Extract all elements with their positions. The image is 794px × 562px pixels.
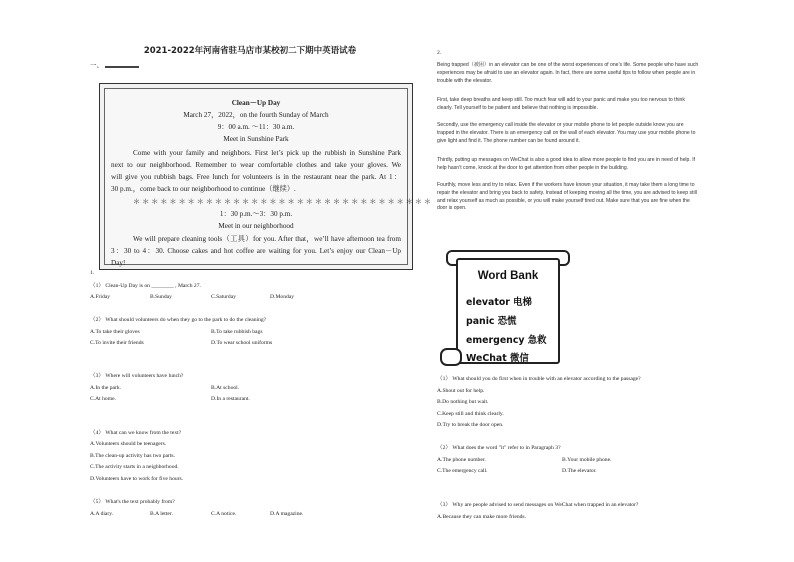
question-stem: （5） What's the text probably from?	[90, 499, 175, 505]
option-a[interactable]: A.To take their gloves	[90, 329, 140, 335]
option-c[interactable]: C.To invite their friends	[90, 340, 144, 346]
section-label: 一、	[90, 61, 103, 69]
notice-title: Clean－Up Day	[231, 99, 281, 107]
question-stem: （1） Clean-Up Day is on ________ , March 27.	[90, 283, 201, 289]
question-stem: （2） What should volunteers do when they go to the park to do the cleaning?	[90, 317, 267, 323]
question-number: 2.	[437, 50, 442, 56]
notice-body-line: Come with your family and neighbors. First let’s pick up the rubbish in Sunshine Park	[133, 149, 401, 157]
section-scribble	[105, 62, 139, 68]
option-d[interactable]: D.Volunteers have to work for five hours.	[90, 476, 184, 482]
passage-line: clearly. Tell yourself to be patient and believe that nothing is impossible.	[437, 104, 598, 111]
option-d[interactable]: D.A magazine.	[270, 511, 304, 517]
passage-line: trouble with the elevator.	[437, 77, 493, 84]
option-d[interactable]: D.To wear school uniforms	[211, 340, 273, 346]
option-a[interactable]: A.Shout out for help.	[437, 388, 485, 394]
notice-place2: Meet in our neighborhood	[218, 222, 294, 230]
option-a[interactable]: A.Because they can make more friends.	[437, 514, 526, 520]
option-d[interactable]: D.In a restaurant.	[211, 396, 250, 402]
word-bank-entry: WeChat 微信	[466, 353, 529, 364]
word-bank-entry: panic 恐慌	[466, 316, 517, 327]
option-b[interactable]: B.Your mobile phone.	[562, 457, 612, 463]
notice-body-line: 3：30 to 4：30. Choose cakes and hot coffee are waiting for you. Let’s enjoy our Clean－Up	[111, 247, 401, 255]
option-c[interactable]: C.At home.	[90, 396, 116, 402]
question-stem: （4） What can we know from the text?	[90, 430, 182, 436]
notice-divider: ＊＊＊＊＊＊＊＊＊＊＊＊＊＊＊＊＊＊＊＊＊＊＊＊＊＊＊＊＊＊＊＊＊	[133, 198, 433, 206]
option-b[interactable]: B.The clean-up activity has two parts.	[90, 453, 175, 459]
notice-body-line: will give you rubbish bags. Free lunch for volunteers is in the restaurant near the park. At 1：	[111, 173, 401, 181]
option-a[interactable]: A.Volunteers should be teenagers.	[90, 441, 167, 447]
option-a[interactable]: A.The phone number.	[437, 457, 486, 463]
question-number: 1.	[90, 270, 95, 276]
passage-line: First, take deep breaths and keep still. Too much fear will add to your panic and make you too nervous to think	[437, 97, 685, 103]
notice-place: Meet in Sunshine Park	[223, 135, 289, 143]
word-bank-entry: elevator 电梯	[466, 297, 532, 308]
question-stem: （1） What should you do first when in trouble with an elevator according to the passage?	[437, 376, 641, 382]
notice-date: March 27，2022，on the fourth Sunday of March	[183, 111, 329, 119]
option-a[interactable]: A.In the park.	[90, 385, 122, 391]
option-d[interactable]: D.Try to break the door open.	[437, 422, 504, 428]
notice-body-line: Day!	[111, 259, 126, 267]
option-d[interactable]: D.Monday	[270, 294, 295, 300]
option-d[interactable]: D.The elevator.	[562, 468, 597, 474]
exam-title: 2021-2022年河南省驻马店市某校初二下期中英语试卷	[143, 46, 357, 56]
notice-body-line: next to our neighborhood. Remember to wear comfortable clothes and take your gloves. We	[111, 161, 401, 169]
question-stem: （3） Why are people advised to send messages on WeChat when trapped in an elevator?	[437, 502, 639, 508]
option-b[interactable]: B.Do nothing but wait.	[437, 399, 489, 405]
passage-paragraph	[437, 122, 695, 145]
option-b[interactable]: B.A letter.	[150, 511, 173, 517]
passage-line: Thirdly, putting up messages on WeChat is also a good idea to allow more people to find you are in need of help. If	[437, 157, 696, 163]
passage-paragraph	[437, 182, 697, 213]
notice-inner	[104, 88, 433, 267]
question-stem: （3） Where will volunteers have lunch?	[90, 373, 184, 379]
notice-time2: 1：30 p.m.～3：30 p.m.	[219, 210, 293, 218]
passage-line: and relax yourself as much as possible, or you will make yourself tired out. Make sure that you are fine when the	[437, 197, 690, 204]
passage-paragraph	[437, 157, 695, 173]
section-heading	[90, 60, 139, 69]
notice-time: 9：00 a.m. ～11：30 a.m.	[217, 123, 295, 131]
scroll-roll-bottom	[440, 348, 462, 366]
passage-paragraph	[437, 97, 685, 113]
passage-line: Secondly, use the emergency call inside the elevator or your mobile phone to let people outside know you are	[437, 122, 684, 128]
word-bank-entry: emergency 急救	[466, 335, 547, 346]
notice-body-line: We will prepare cleaning tools（工具）for you. After that，we’ll have afternoon tea from	[133, 235, 401, 243]
passage-line: door is open.	[437, 205, 467, 212]
passage-line: help hasn’t come, knock at the door to get attention from other people in the building.	[437, 164, 629, 171]
option-a[interactable]: A.Friday	[90, 294, 111, 300]
option-b[interactable]: B.To take rubbish bags	[211, 329, 263, 335]
option-c[interactable]: C.Keep still and think clearly.	[437, 411, 504, 417]
passage-line: Fourthly, move less and try to relax. Even if the workers have known your situation, it may take them a long time to	[437, 182, 695, 188]
question-stem: （2） What does the word "it" refer to in Paragraph 3?	[437, 445, 561, 451]
passage-paragraph	[437, 62, 698, 85]
option-c[interactable]: C.A notice.	[211, 511, 237, 517]
option-c[interactable]: C.Saturday	[211, 294, 237, 300]
passage-line: experiences may be afraid to use an elevator again. In fact, there are some useful tips to follow when people are in	[437, 69, 696, 76]
option-a[interactable]: A.A diary.	[90, 511, 114, 517]
passage-line: trapped in the elevator. There is an emergency call on the wall of each elevator. You may use your mobile phone to	[437, 129, 696, 136]
word-bank-card	[456, 258, 560, 364]
passage-line: give light and find it. The phone number can be found around it.	[437, 137, 580, 144]
passage-line: Being trapped（被困）in an elevator can be one of the worst experiences of one’s life. Some people who have such	[437, 62, 699, 68]
option-b[interactable]: B.At school.	[211, 385, 240, 391]
notice-body-line: 30 p.m.，come back to our neighborhood to continue（继续）.	[111, 185, 296, 193]
passage-line: repair the elevator and bring you back to safety. Instead of keeping moving all the time, you are advised to keep still	[437, 189, 697, 196]
option-c[interactable]: C.The activity starts in a neighborhood.	[90, 464, 179, 470]
option-c[interactable]: C.The emergency call.	[437, 468, 488, 474]
notice-box	[99, 83, 433, 270]
option-b[interactable]: B.Sunday	[150, 294, 172, 300]
word-bank-scroll	[440, 248, 570, 368]
word-bank-heading: Word Bank	[477, 270, 539, 282]
